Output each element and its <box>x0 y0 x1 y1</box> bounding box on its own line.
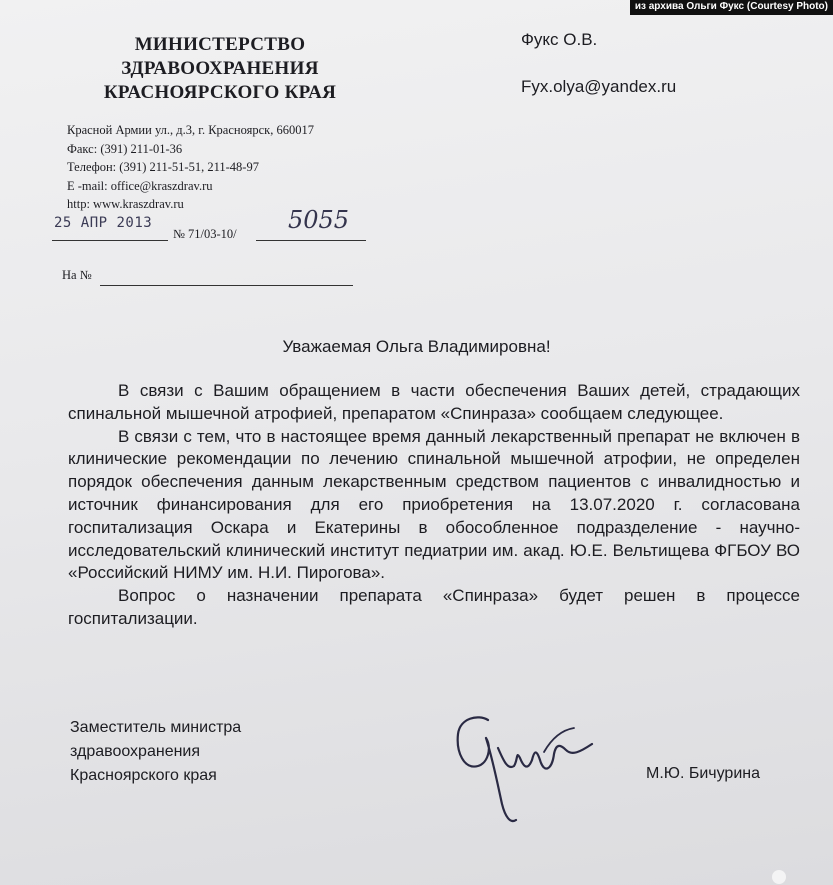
ministry-phone: Телефон: (391) 211-51-51, 211-48-97 <box>67 160 259 174</box>
ministry-website: http: www.kraszdrav.ru <box>67 197 184 211</box>
paragraph-3: Вопрос о назначении препарата «Спинраза» будет решен в процессе госпитализации. <box>68 586 800 628</box>
handwritten-signature-icon <box>448 708 598 833</box>
ministry-letterhead <box>70 33 370 105</box>
number-underline <box>256 240 366 241</box>
ministry-name-line-2: ЗДРАВООХРАНЕНИЯ <box>121 58 319 79</box>
photo-credit: из архива Ольги Фукс (Courtesy Photo) <box>630 0 833 15</box>
recipient-email: Fyx.olya@yandex.ru <box>521 77 677 96</box>
signatory-title <box>70 716 241 788</box>
ministry-email: E -mail: office@kraszdrav.ru <box>67 178 213 193</box>
registration-number-prefix: № 71/03-10/ <box>173 227 237 241</box>
reference-label: На № <box>62 268 92 282</box>
signatory-title-line-2: здравоохранения <box>70 743 201 760</box>
letter-body <box>68 380 800 631</box>
ministry-name-line-3: КРАСНОЯРСКОГО КРАЯ <box>103 82 337 103</box>
signatory-title-line-3: Красноярского края <box>70 767 217 784</box>
ministry-contacts <box>67 121 314 214</box>
date-underline <box>52 240 168 241</box>
signatory-title-line-1: Заместитель министра <box>70 719 242 736</box>
paragraph-1: В связи с Вашим обращением в части обеспечения Ваших детей, страдающих спинальной мышечной атрофией, препаратом «Спинраза» сообщаем следующее. <box>68 381 800 423</box>
paragraph-2: В связи с тем, что в настоящее время данный лекарственный препарат не включен в клинические рекомендации по лечению спинальной мышечной атрофии, не определен порядок обеспечения данным лекарственным средством пациентов с инвалидностью и источник финансирования для его приобретения на 13.07.2020 г. согласована госпитализация Оскара и Екатерины в обособленное подразделение - научно-исследовательский клинический институт педиатрии им. акад. Ю.Е. Вельтищева ФГБОУ ВО «Российский НИМУ им. Н.И. Пирогова». <box>68 426 800 583</box>
recipient-name: Фукс О.В. <box>521 30 598 49</box>
handwritten-number: 5055 <box>288 206 350 234</box>
reference-underline <box>100 285 353 286</box>
ministry-fax: Факс: (391) 211-01-36 <box>67 141 183 156</box>
registration-line <box>50 206 380 242</box>
ministry-address: Красной Армии ул., д.3, г. Красноярск, 660017 <box>67 123 314 137</box>
ministry-name-line-1: МИНИСТЕРСТВО <box>134 34 306 55</box>
date-stamp: 25 АПР 2013 <box>54 215 153 231</box>
signatory-name: М.Ю. Бичурина <box>646 765 760 782</box>
reference-line <box>62 268 92 283</box>
corner-mark <box>772 870 786 884</box>
greeting: Уважаемая Ольга Владимировна! <box>282 337 551 356</box>
